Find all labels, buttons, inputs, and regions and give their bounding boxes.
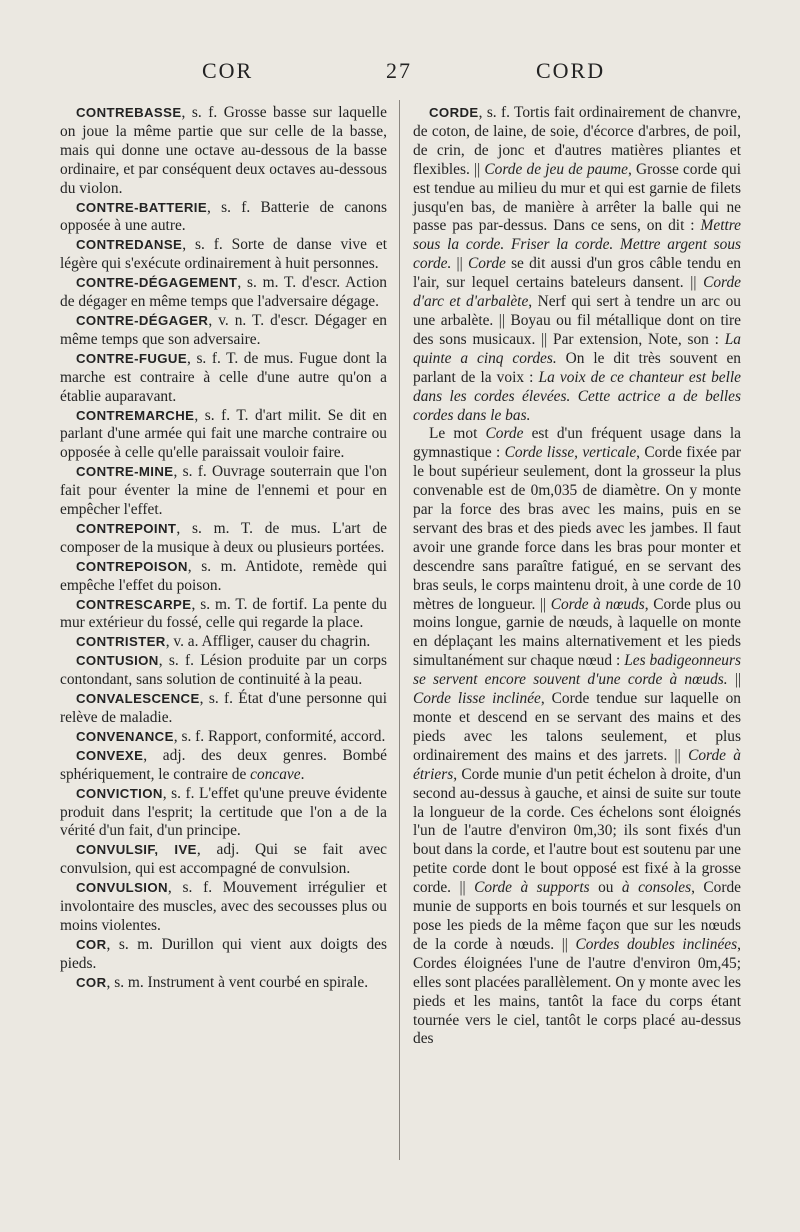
entry-contusion — [60, 652, 387, 690]
entry-contrescarpe — [60, 596, 387, 634]
definition: , v. a. Affliger, causer du chagrin. — [165, 633, 371, 651]
definition: , s. f. Rapport, conformité, accord. — [173, 727, 386, 745]
entry-contrebasse — [60, 104, 387, 199]
page-number: 27 — [386, 58, 412, 83]
text: est d'un fréquent usage dans la gymnastique : — [413, 425, 741, 462]
entry-contre-degager — [60, 312, 387, 350]
entry-contre-batterie — [60, 199, 387, 237]
text: , Corde fixée par le bout supérieur seulement, dont la grosseur la plus convenable est de 0m,035 de diamètre. On y monte par la force des bras avec les mains, puis en se servant des bras et des pieds avec les jambes. Il faut avoir une grande force dans les bras pour monter et descendre sans paraître fatigué, en se servant des bras seuls, le corps maintenu droit, à une corde de 10 mètres de longueur. || — [413, 444, 741, 613]
italic-term: Corde à étriers — [413, 746, 742, 783]
definition: , s. m. Durillon qui vient aux doigts des pieds. — [60, 935, 387, 972]
headword: CONTRE-BATTERIE — [76, 199, 208, 215]
text: , Corde munie d'un petit échelon à droite, d'un second au-dessus à gauche, et ainsi de suite sur toute la longueur de la corde. Ces échelons sont éloignés l'un de l'autre d'environ 0m,30; ils sont fixés d'un bout dans la corde, et l'autre bout est soutenu par une petite corde dont le bout opposé est fixé à la grosse corde. || — [413, 765, 741, 897]
headword: CONTREPOISON — [76, 558, 188, 574]
headword: CORDE — [429, 105, 479, 120]
headword: CONTRISTER — [76, 634, 166, 650]
italic-term: Cordes doubles inclinées — [575, 935, 738, 953]
text: || — [727, 671, 741, 689]
italic-term: à consoles — [621, 879, 692, 897]
headword: COR — [76, 936, 107, 952]
headword: COR — [76, 974, 107, 990]
definition: , v. n. T. d'escr. Dégager en même temps que son adversaire. — [60, 311, 387, 348]
text: , Corde tendue sur laquelle on monte et descend en se servant des mains et des pieds avec les talons seulement, et plus ordinairement des mains et des jarrets. || — [413, 690, 741, 764]
text: , Corde plus ou moins longue, garnie de nœuds, à laquelle on monte en déplaçant les mains alternativement et les pieds simultanément sur chaque nœud : — [413, 595, 741, 670]
entry-contredanse — [60, 236, 387, 274]
definition: , s. f. Lésion produite par un corps contondant, sans solution de continuité à la peau. — [60, 652, 387, 689]
definition: , s. f. T. d'art milit. Se dit en parlant d'une armée qui fait une marche contraire ou opposée à celle qu'elle paraissait vouloir faire. — [60, 406, 387, 462]
running-head-left: COR — [202, 58, 254, 83]
definition: , s. f. L'effet qu'une preuve évidente produit dans l'esprit; la certitude que l'on a de la vérité d'un fait, d'un principe. — [60, 784, 387, 840]
text: || — [451, 255, 468, 273]
italic-example: La voix de ce chanteur est belle dans les cordes élevées. Cette actrice a de belles cordes dans le bas. — [413, 368, 741, 424]
entry-cor-2 — [60, 974, 387, 993]
text: Le mot — [429, 425, 486, 443]
definition: , s. f. Batterie de canons opposée à une autre. — [60, 198, 387, 235]
definition: , s. m. Antidote, remède qui empêche l'effet du poison. — [60, 557, 387, 594]
entry-contre-degagement — [60, 274, 387, 312]
entry-corde — [413, 104, 741, 425]
definition: , s. f. Sorte de danse vive et légère qui s'exécute ordinairement à huit personnes. — [60, 236, 387, 273]
headword: CONVICTION — [76, 785, 163, 801]
text: , Corde munie de supports en bois tournés et sur lesquels on pose les pieds de la même façon que sur les nœuds de la corde à nœuds. || — [413, 879, 741, 953]
headword: CONVULSION — [76, 880, 168, 896]
definition: , adj. Qui se fait avec convulsion, qui est accompagné de convulsion. — [60, 841, 387, 878]
entry-contrepoison — [60, 558, 387, 596]
headword: CONTRE-MINE — [76, 464, 174, 480]
entry-convulsif — [60, 841, 387, 879]
headword: CONVENANCE — [76, 728, 174, 744]
entry-contrepoint — [60, 520, 387, 558]
entry-conviction — [60, 785, 387, 842]
entry-convulsion — [60, 879, 387, 936]
running-head — [0, 58, 800, 98]
headword: CONTRESCARPE — [76, 596, 192, 612]
entry-convalescence — [60, 690, 387, 728]
headword: CONTUSION — [76, 653, 159, 669]
headword: CONTREMARCHE — [76, 407, 195, 423]
entry-convenance — [60, 728, 387, 747]
headword: CONTREDANSE — [76, 237, 183, 253]
headword: CONVULSIF, IVE — [76, 842, 197, 858]
definition: , s. m. T. de fortif. La pente du mur extérieur du fossé, celle qui regarde la place. — [60, 595, 387, 632]
italic-term: Corde lisse, verticale — [504, 444, 637, 462]
gymnastics-paragraph — [413, 425, 741, 1049]
definition: , s. m. T. de mus. L'art de composer de la musique à deux ou plusieurs portées. — [60, 519, 387, 556]
headword: CONTRE-FUGUE — [76, 350, 188, 366]
left-column — [60, 104, 387, 993]
entry-convexe — [60, 747, 387, 785]
text: , Cordes éloignées l'une de l'autre d'environ 0m,45; elles sont placées parallèlement. On y monte avec les pieds et les mains, tantôt la face du corps étant tournée vers le ciel, tantôt le corps placé au-dessus des — [413, 935, 741, 1048]
text: , Grosse corde qui est tendue au milieu du mur et qui est garnie de filets jusqu'en bas, de manière à arrêter la balle qui ne passe pas par-dessus. Dans ce sens, on dit : — [413, 160, 742, 235]
headword: CONTREBASSE — [76, 105, 182, 120]
right-column — [413, 104, 741, 1049]
italic-example: Les badigeonneurs se servent encore souvent d'une corde à nœuds. — [413, 652, 741, 689]
headword: CONVALESCENCE — [76, 691, 200, 707]
italic-term: Corde à supports — [474, 879, 590, 897]
entry-contre-fugue — [60, 350, 387, 407]
definition: , s. f. Ouvrage souterrain que l'on fait pour éventer la mine de l'ennemi et pour en empêcher l'effet. — [60, 463, 387, 519]
column-divider — [399, 100, 400, 1160]
definition: , s. m. T. d'escr. Action de dégager en même temps que l'adversaire dégage. — [60, 274, 387, 311]
text: se dit aussi d'un gros câble tendu en l'air, sur lequel certains bateleurs dansent. || — [413, 255, 741, 292]
italic-example: Mettre sous la corde. Friser la corde. Mettre argent sous corde. — [413, 217, 741, 273]
headword: CONTREPOINT — [76, 520, 177, 536]
definition: , s. f. Grosse basse sur laquelle on joue la même partie que sur celle de la basse, mais qui donne une octave au-dessous de la basse ordinaire, et par conséquent deux octaves au-dessous du violon. — [60, 104, 387, 197]
entry-contrister — [60, 633, 387, 652]
definition: , adj. des deux genres. Bombé sphériquement, le contraire de — [60, 746, 387, 783]
definition-italic: concave — [250, 765, 301, 783]
headword: CONVEXE — [76, 747, 144, 763]
headword: CONTRE-DÉGAGER — [76, 312, 209, 328]
text: ou — [589, 879, 622, 897]
italic-example: La quinte a cinq cordes. — [413, 330, 741, 367]
definition: , s. m. Instrument à vent courbé en spirale. — [106, 973, 369, 991]
italic-term: Corde lisse inclinée — [413, 690, 541, 708]
italic-term: Corde — [485, 425, 524, 443]
entry-contremarche — [60, 407, 387, 464]
italic-term: Corde d'arc et d'arbalète — [413, 274, 741, 311]
entry-contre-mine — [60, 463, 387, 520]
definition: , s. f. État d'une personne qui relève de maladie. — [60, 690, 387, 726]
text: , Nerf qui sert à tendre un arc ou une arbalète. || Boyau ou fil métallique dont on tire des sons musicaux. || Par extension, Note, son : — [413, 293, 741, 348]
definition: , s. f. T. de mus. Fugue dont la marche est contraire à celle d'une autre qu'on a établie auparavant. — [60, 349, 387, 405]
definition-end: . — [300, 765, 305, 783]
italic-term: Corde de jeu de paume — [484, 160, 628, 178]
headword: CONTRE-DÉGAGEMENT — [76, 275, 238, 291]
text: , s. f. Tortis fait ordinairement de chanvre, de coton, de laine, de soie, d'écorce d'arbres, de poil, de crin, de jonc et d'autres matières pliantes et flexibles. || — [413, 104, 741, 178]
text: On le dit très souvent en parlant de la voix : — [413, 349, 741, 386]
italic-term: Corde — [467, 255, 506, 273]
definition: , s. f. Mouvement irrégulier et involontaire des muscles, avec des secousses plus ou moins violentes. — [60, 879, 387, 934]
entry-cor-1 — [60, 936, 387, 974]
italic-term: Corde à nœuds — [550, 595, 645, 613]
running-head-right: CORD — [536, 58, 606, 83]
